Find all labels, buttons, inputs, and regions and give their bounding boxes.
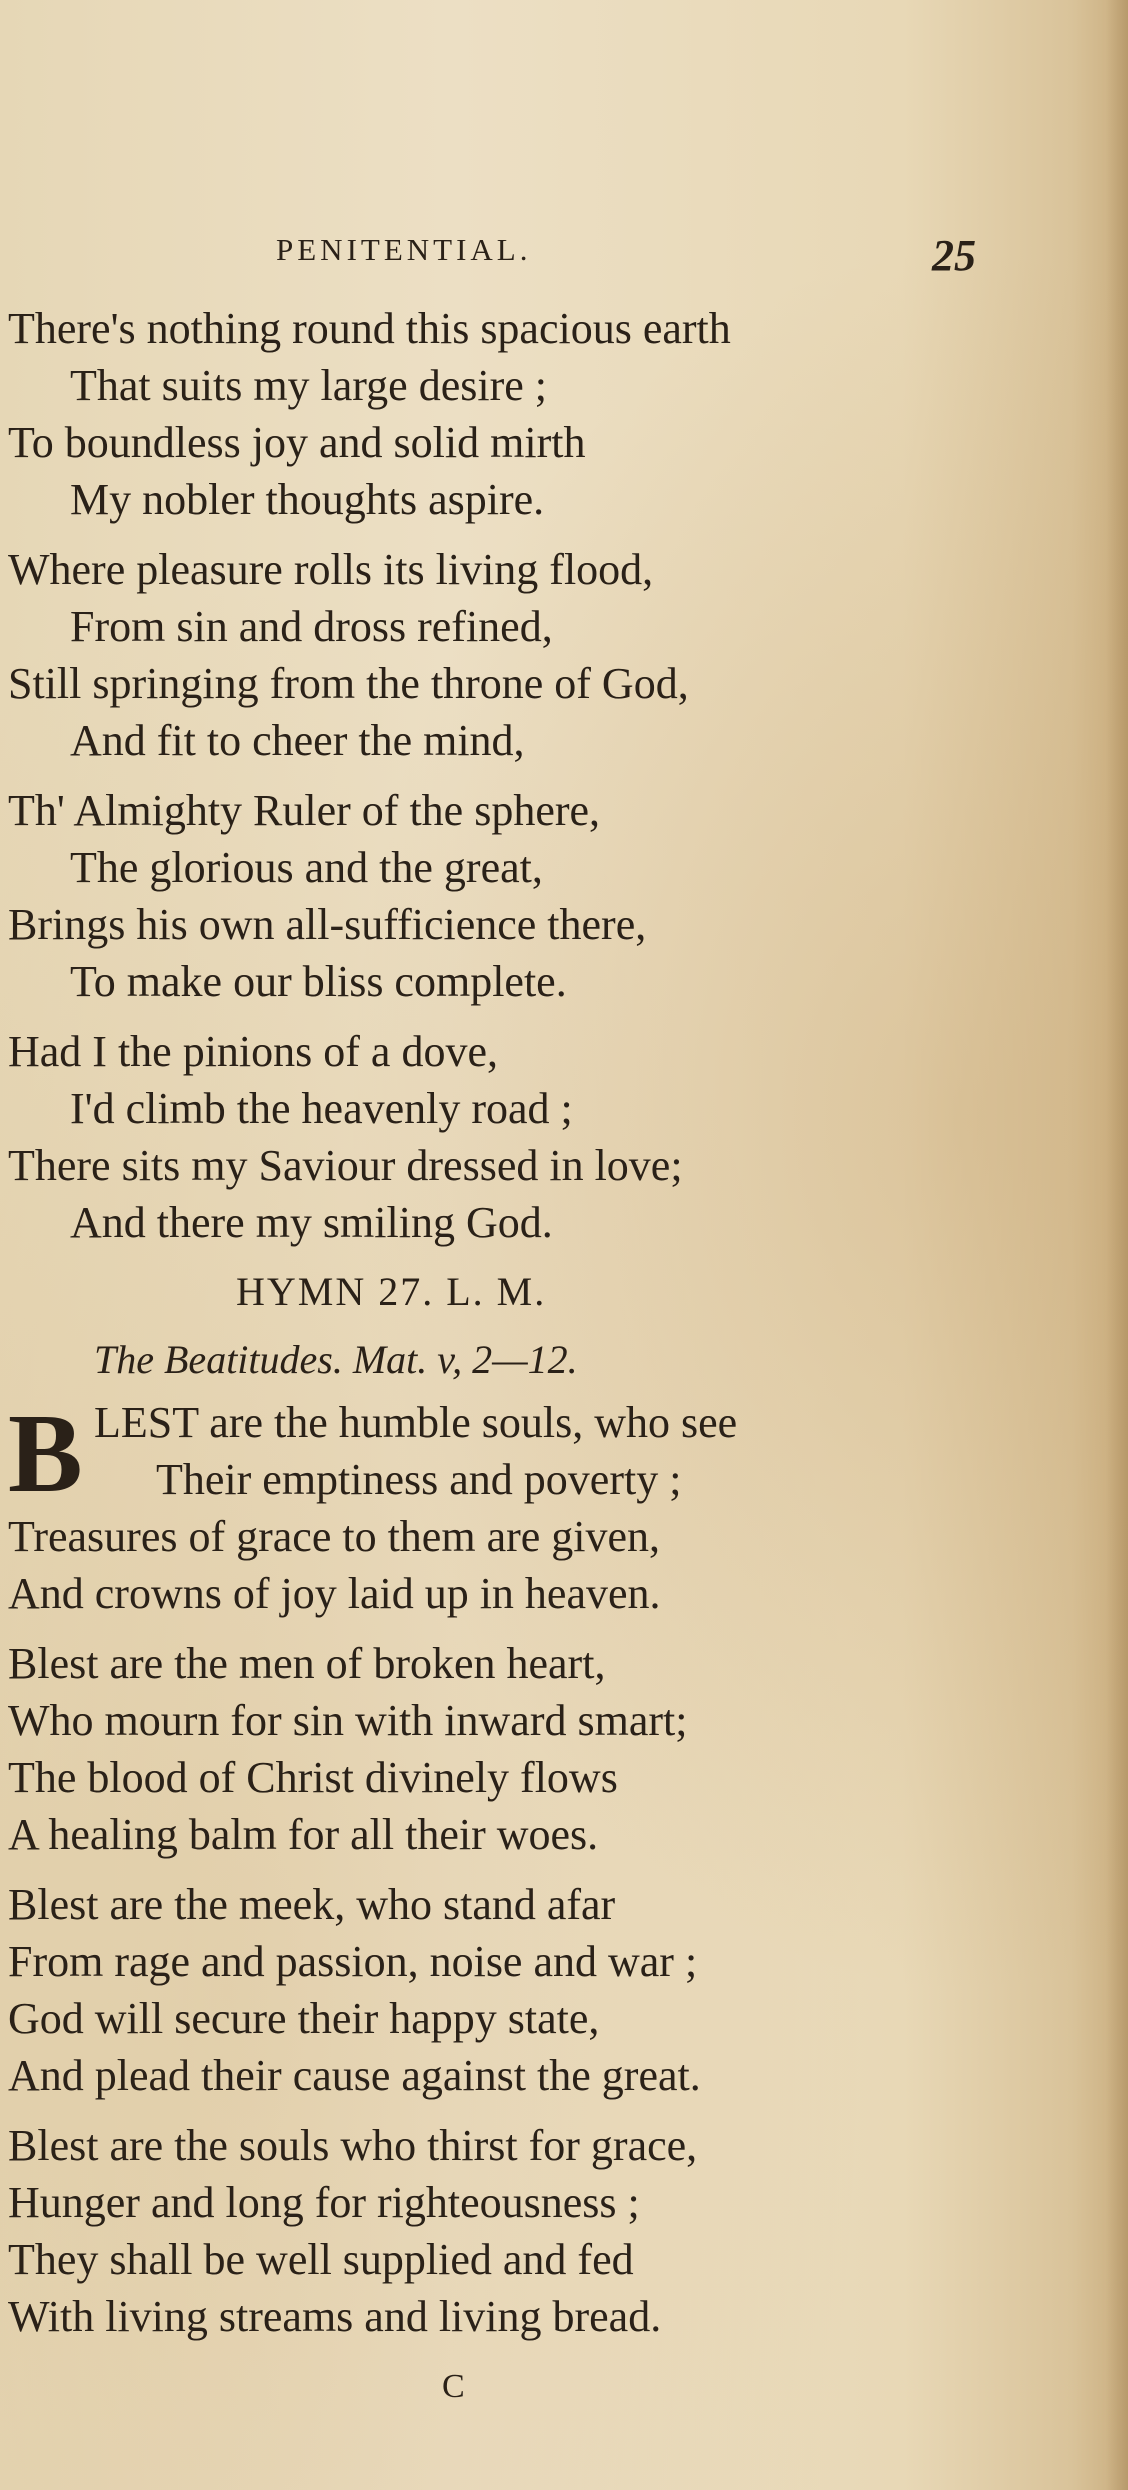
- verse-line: A healing balm for all their woes.: [8, 1810, 599, 1859]
- verse-line: To boundless joy and solid mirth: [8, 418, 586, 467]
- verse-line: Blest are the men of broken heart,: [8, 1639, 606, 1688]
- verse-line: Still springing from the throne of God,: [8, 659, 689, 708]
- verse-line: They shall be well supplied and fed: [8, 2235, 634, 2284]
- verse-line: With living streams and living bread.: [8, 2292, 662, 2341]
- hymn-26-stanza-2: [8, 541, 1098, 769]
- verse-line: There sits my Saviour dressed in love;: [8, 1141, 683, 1190]
- hymn-27-stanza-2: [8, 1635, 1098, 1863]
- verse-line: From sin and dross refined,: [70, 602, 553, 651]
- page-number: 25: [932, 231, 976, 280]
- hymn-27-heading: HYMN 27. L. M.: [236, 1269, 547, 1314]
- hymn-27-stanza-4: [8, 2117, 1098, 2345]
- verse-line: And fit to cheer the mind,: [70, 716, 525, 765]
- hymn-text: [8, 300, 1098, 2358]
- running-head: PENITENTIAL.: [276, 232, 532, 267]
- hymn-26-stanza-4: [8, 1023, 1098, 1251]
- verse-line: To make our bliss complete.: [70, 957, 567, 1006]
- hymn-27-stanza-1: [8, 1394, 1098, 1622]
- verse-line: There's nothing round this spacious earth: [8, 304, 731, 353]
- verse-line: And plead their cause against the great.: [8, 2051, 701, 2100]
- verse-line: Treasures of grace to them are given,: [8, 1512, 661, 1561]
- verse-line: That suits my large desire ;: [70, 361, 547, 410]
- page-edge-shadow: [1106, 0, 1128, 2490]
- verse-line: Blest are the meek, who stand afar: [8, 1880, 616, 1929]
- hymn-27-subtitle: The Beatitudes. Mat. v, 2—12.: [94, 1337, 578, 1382]
- verse-line: Hunger and long for righteousness ;: [8, 2178, 640, 2227]
- verse-line: I'd climb the heavenly road ;: [70, 1084, 573, 1133]
- verse-line: LEST are the humble souls, who see: [94, 1398, 738, 1447]
- verse-line: From rage and passion, noise and war ;: [8, 1937, 698, 1986]
- verse-line: Th' Almighty Ruler of the sphere,: [8, 786, 601, 835]
- verse-line: Blest are the souls who thirst for grace,: [8, 2121, 698, 2170]
- drop-cap: B: [8, 1392, 83, 1516]
- verse-line: Brings his own all-sufficience there,: [8, 900, 647, 949]
- verse-line: Their emptiness and poverty ;: [156, 1455, 682, 1504]
- verse-line: My nobler thoughts aspire.: [70, 475, 545, 524]
- verse-line: Who mourn for sin with inward smart;: [8, 1696, 688, 1745]
- hymn-27-stanza-3: [8, 1876, 1098, 2104]
- signature-mark: C: [442, 2368, 465, 2405]
- hymn-26-stanza-1: [8, 300, 1098, 528]
- verse-line: The glorious and the great,: [70, 843, 543, 892]
- verse-line: Had I the pinions of a dove,: [8, 1027, 498, 1076]
- verse-line: And there my smiling God.: [70, 1198, 553, 1247]
- verse-line: The blood of Christ divinely flows: [8, 1753, 618, 1802]
- verse-line: God will secure their happy state,: [8, 1994, 600, 2043]
- verse-line: And crowns of joy laid up in heaven.: [8, 1569, 661, 1618]
- verse-line: Where pleasure rolls its living flood,: [8, 545, 654, 594]
- hymn-26-stanza-3: [8, 782, 1098, 1010]
